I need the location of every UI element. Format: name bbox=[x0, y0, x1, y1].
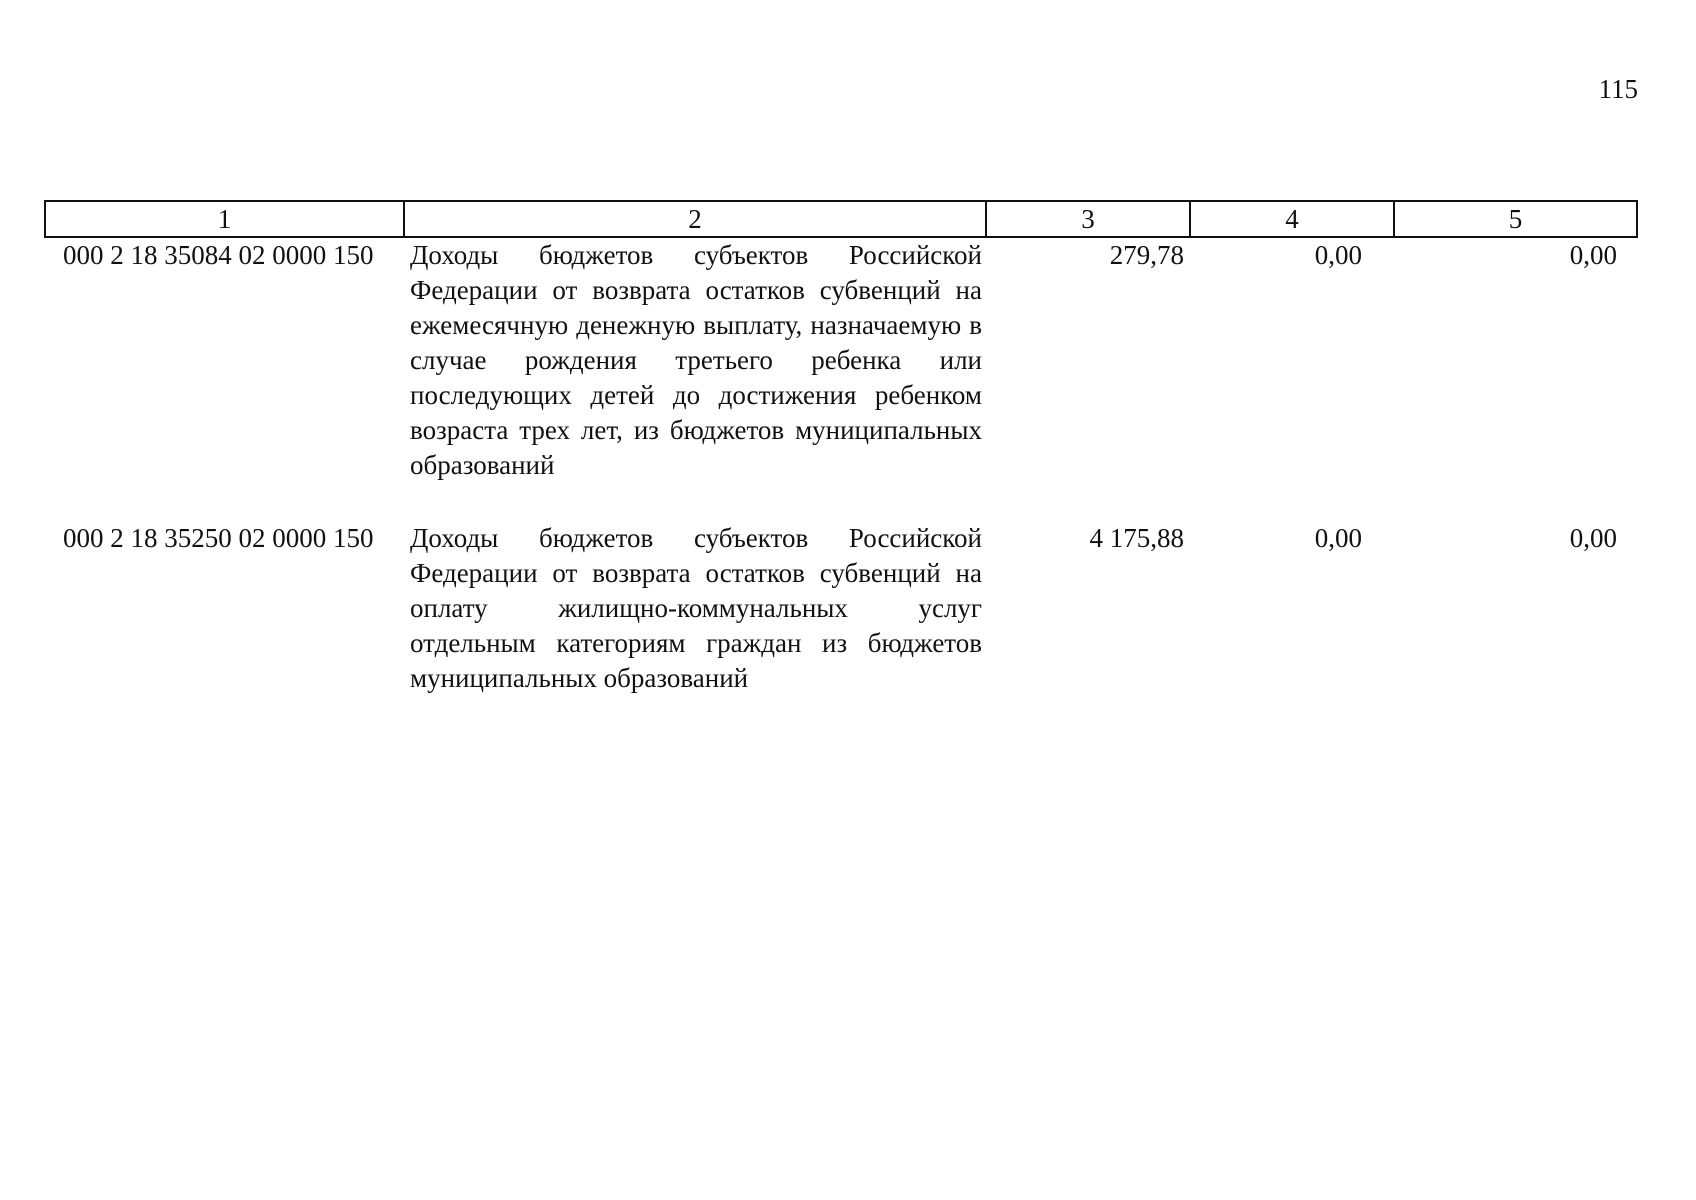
amount-col3-cell: 4 175,88 bbox=[1089, 523, 1184, 553]
budget-table bbox=[44, 200, 1638, 696]
column-header-3: 3 bbox=[986, 201, 1190, 237]
amount-col3-cell: 279,78 bbox=[1109, 240, 1184, 270]
table-header-row bbox=[45, 201, 1637, 237]
budget-table-container bbox=[44, 200, 1636, 696]
description-cell: Доходы бюджетов субъектов Российской Федерации от возврата остатков субвенций на оплату жилищно-коммунальных услуг отдельным категориям граждан из бюджетов муниципальных образований bbox=[410, 523, 982, 693]
column-header-1: 1 bbox=[45, 201, 404, 237]
column-header-2: 2 bbox=[404, 201, 986, 237]
amount-col4-cell: 0,00 bbox=[1314, 523, 1362, 553]
table-row bbox=[45, 521, 1637, 696]
amount-col5-cell: 0,00 bbox=[1569, 523, 1617, 553]
amount-col4-cell: 0,00 bbox=[1314, 240, 1362, 270]
budget-code-cell: 000 2 18 35084 02 0000 150 bbox=[63, 240, 374, 270]
column-header-5: 5 bbox=[1394, 201, 1637, 237]
description-cell: Доходы бюджетов субъектов Российской Федерации от возврата остатков субвенций на ежемесячную денежную выплату, назначаемую в случае рождения третьего ребенка или последующих детей до достижения ребенком возраста трех лет, из бюджетов муниципальных образований bbox=[410, 240, 982, 480]
budget-code-cell: 000 2 18 35250 02 0000 150 bbox=[63, 523, 374, 553]
table-row bbox=[45, 237, 1637, 521]
amount-col5-cell: 0,00 bbox=[1569, 240, 1617, 270]
column-header-4: 4 bbox=[1190, 201, 1394, 237]
page-number: 115 bbox=[1598, 74, 1638, 104]
